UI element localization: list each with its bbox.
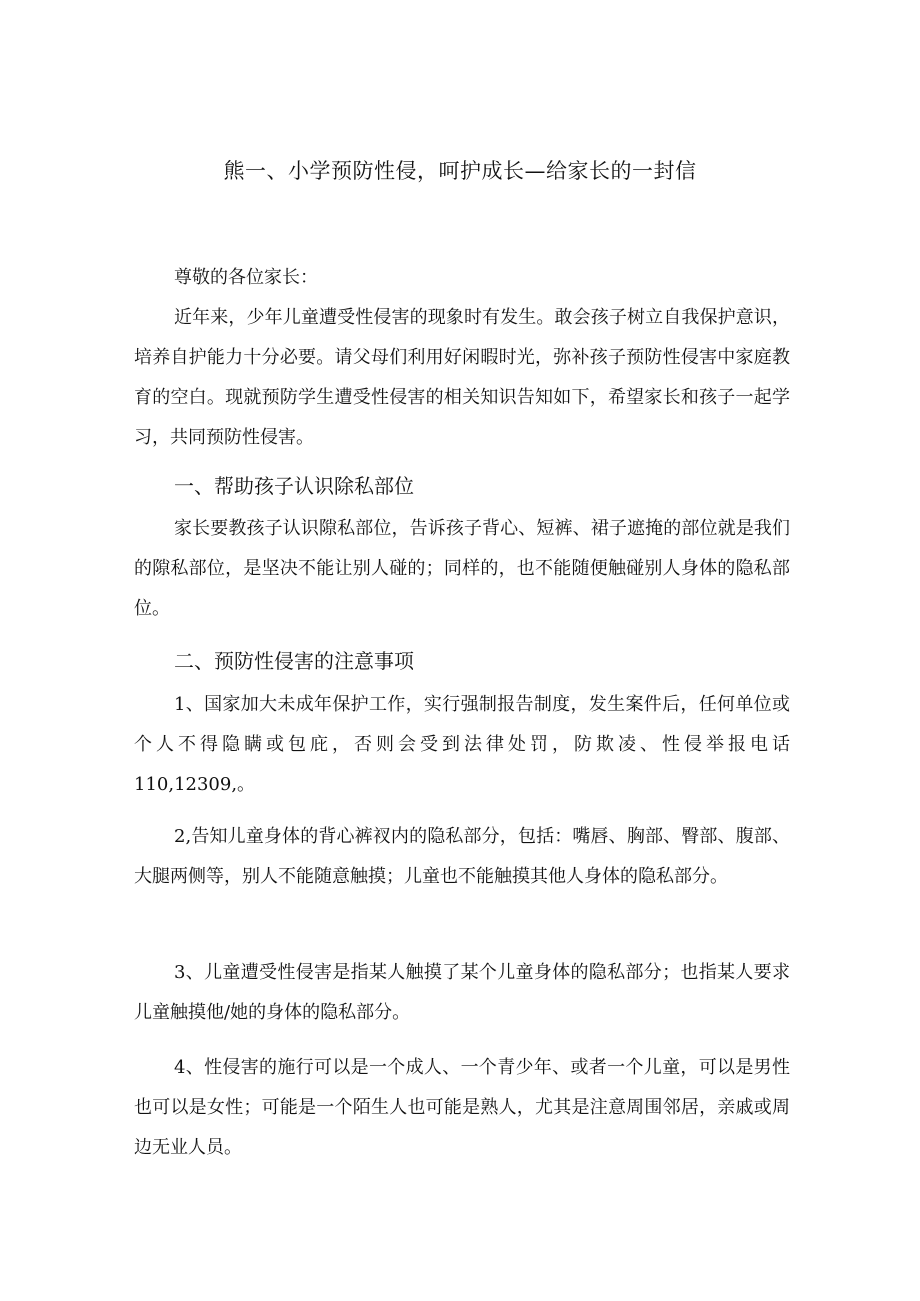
section-1-paragraph: 家长要教孩子认识隙私部位，告诉孩子背心、短裤、裙子遮掩的部位就是我们的隙私部位，是坚决不能让别人碰的；同样的，也不能随便触碰别人身体的隐私部位。 xyxy=(134,518,790,619)
intro-paragraph: 近年来，少年儿童遭受性侵害的现象时有发生。敢会孩子树立自我保护意识，培养自护能力十分必要。请父母们利用好闲暇时光，弥补孩子预防性侵害中家庭教育的空白。现就预防学生遭受性侵害的相关知识告知如下，希望家长和孩子一起学习，共同预防性侵害。 xyxy=(134,307,790,448)
section-heading-2: 二、预防性侵害的注意事项 xyxy=(174,649,414,673)
list-item: 1、国家加大未成年保护工作，实行强制报告制度，发生案件后，任何单位或个人不得隐瞒或包庇，否则会受到法律处罚，防欺凌、性侵举报电话110,12309,。 xyxy=(134,694,790,795)
salutation: 尊敬的各位家长： xyxy=(174,267,318,288)
section-heading-1: 一、帮助孩子认识除私部位 xyxy=(174,474,414,498)
page-title: 熊一、小学预防性侵，呵护成长—给家长的一封信 xyxy=(223,159,697,183)
list-item: 4、性侵害的施行可以是一个成人、一个青少年、或者一个儿童，可以是男性也可以是女性；可能是一个陌生人也可能是熟人，尤其是注意周围邻居，亲戚或周边无业人员。 xyxy=(134,1057,790,1158)
list-item: 3、儿童遭受性侵害是指某人触摸了某个儿童身体的隐私部分；也指某人要求儿童触摸他/她的身体的隐私部分。 xyxy=(134,962,790,1023)
list-item: 2,告知儿童身体的背心裤衩内的隐私部分，包括：嘴唇、胸部、臀部、腹部、大腿两侧等，别人不能随意触摸；儿童也不能触摸其他人身体的隐私部分。 xyxy=(134,826,790,887)
